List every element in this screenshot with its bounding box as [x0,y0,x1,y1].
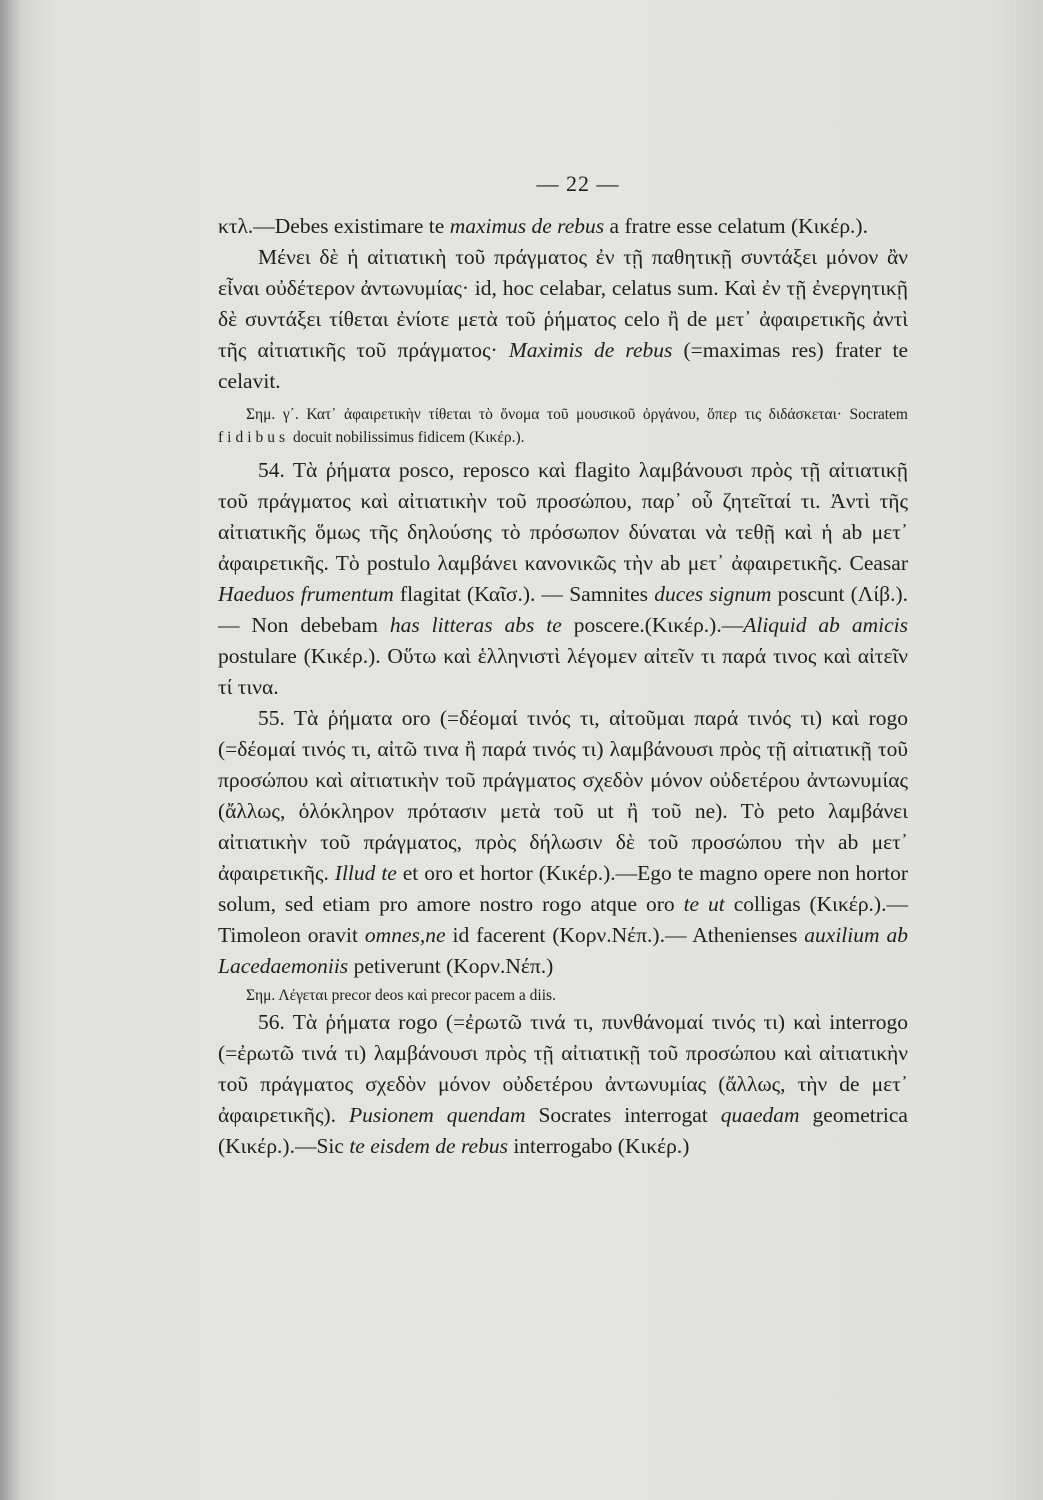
paragraph [218,455,908,703]
text-span: Σημ. Λέγεται precor deos καὶ precor pacem a diis. [246,987,556,1004]
footnote-paragraph [218,984,908,1007]
italic-span: omnes,ne [364,923,446,947]
paragraph [218,1007,908,1162]
text-span: id facerent (Κορν.Νέπ.).— Athenienses [445,923,805,947]
body-text [218,211,908,1162]
italic-span: te eisdem de rebus [349,1134,508,1158]
paragraph [218,242,908,397]
italic-span: te ut [683,892,725,916]
spaced-span: fidibus [218,429,290,446]
italic-span: Pusionem quendam [348,1103,526,1127]
italic-span: maximus de rebus [449,214,605,238]
text-span: docuit nobilissimus fidicem (Κικέρ.). [289,429,525,446]
paragraph [218,211,908,242]
text-span: colligas (Κικέρ.).—Timoleon oravit [218,892,908,947]
text-span: geometrica (Κικέρ.).—Sic [218,1103,908,1158]
italic-span: Haeduos frumentum [218,582,394,606]
italic-span: quaedam [720,1103,800,1127]
italic-span: Maximis de rebus [508,338,673,362]
text-span: poscere.(Κικέρ.).— [561,613,744,637]
text-span: Σημ. γ΄. Κατ᾽ ἀφαιρετικὴν τίθεται τὸ ὄνομα τοῦ μουσικοῦ ὀργάνου, ὅπερ τις διδάσκεται· Socratem [246,406,908,423]
text-span: a fratre esse celatum (Κικέρ.). [604,214,868,238]
italic-span: Aliquid ab amicis [743,613,908,637]
text-span: Socrates interrogat [525,1103,721,1127]
paragraph [218,703,908,982]
page-number: — 22 — [536,171,620,196]
italic-span: duces signum [654,582,772,606]
italic-span: auxilium ab Lacedaemoniis [218,923,908,978]
footnote-paragraph [218,403,908,449]
text-span: interrogabo (Κικέρ.) [507,1134,690,1158]
text-span: 54. Τὰ ῥήματα posco, reposco καὶ flagito λαμβάνουσι πρὸς τῇ αἰτιατικῇ τοῦ πράγματος καὶ αἰτιατικὴν τοῦ προσώπου, παρ᾽ οὗ ζητεῖταί τι. Ἀντὶ τῆς αἰτιατικῆς ὅμως τῆς δηλούσης τὸ πρόσωπον δύναται νὰ τεθῇ καὶ ἡ ab μετ᾽ ἀφαιρετικῆς. Τὸ postulo λαμβάνει κανονικῶς τὴν ab μετ᾽ ἀφαιρετικῆς. Ceasar [218,458,908,575]
italic-span: Illud te [334,861,397,885]
text-block [218,168,908,1162]
text-span: poscunt (Λίβ.).— Non debebam [218,582,909,637]
text-span: (=maximas res) frater te celavit. [218,338,908,393]
italic-span: has litteras abs te [389,613,562,637]
text-span: flagitat (Καῖσ.). — Samnites [393,582,655,606]
text-span: κτλ.—Debes existimare te [218,214,450,238]
text-span: et oro et hortor (Κικέρ.).—Ego te magno opere non hortor solum, sed etiam pro amore nostro rogo atque oro [218,861,908,916]
text-span: 55. Τὰ ῥήματα oro (=δέομαί τινός τι, αἰτοῦμαι παρά τινός τι) καὶ rogo (=δέομαί τινός τι, αἰτῶ τινα ἢ παρά τινός τι) λαμβάνουσι πρὸς τῇ αἰτιατικῇ τοῦ προσώπου καὶ αἰτιατικὴν τοῦ πράγματος σχεδὸν μόνον οὐδετέρου ἀντωνυμίας (ἄλλως, ὁλόκληρον πρότασιν μετὰ τοῦ ut ἢ τοῦ ne). Τὸ peto λαμβάνει αἰτιατικὴν τοῦ πράγματος, πρὸς δήλωσιν δὲ τοῦ προσώπου τὴν ab μετ᾽ ἀφαιρετικῆς. [218,706,908,885]
book-spine-shadow [0,0,22,1500]
text-span: petiverunt (Κορν.Νέπ.) [348,954,554,978]
text-span: postulare (Κικέρ.). Οὕτω καὶ ἑλληνιστὶ λέγομεν αἰτεῖν τι παρά τινος καὶ αἰτεῖν τί τινα. [218,644,908,699]
text-span: Μένει δὲ ἡ αἰτιατικὴ τοῦ πράγματος ἐν τῇ παθητικῇ συντάξει μόνον ἂν εἶναι οὐδέτερον ἀντωνυμίας· id, hoc celabar, celatus sum. Καὶ ἐν τῇ ἐνεργητικῇ δὲ συντάξει τίθεται ἐνίοτε μετὰ τοῦ ῥήματος celo ἢ de μετ᾽ ἀφαιρετικῆς ἀντὶ τῆς αἰτιατικῆς τοῦ πράγματος· [218,245,908,362]
text-span: 56. Τὰ ῥήματα rogo (=ἐρωτῶ τινά τι, πυνθάνομαί τινός τι) καὶ interrogo (=ἐρωτῶ τινά τι) λαμβάνουσι πρὸς τῇ αἰτιατικῇ τοῦ προσώπου καὶ αἰτιατικὴν τοῦ πράγματος σχεδὸν μόνον οὐδετέρου ἀντωνυμίας (ἄλλως, τὴν de μετ᾽ ἀφαιρετικῆς). [218,1010,908,1127]
